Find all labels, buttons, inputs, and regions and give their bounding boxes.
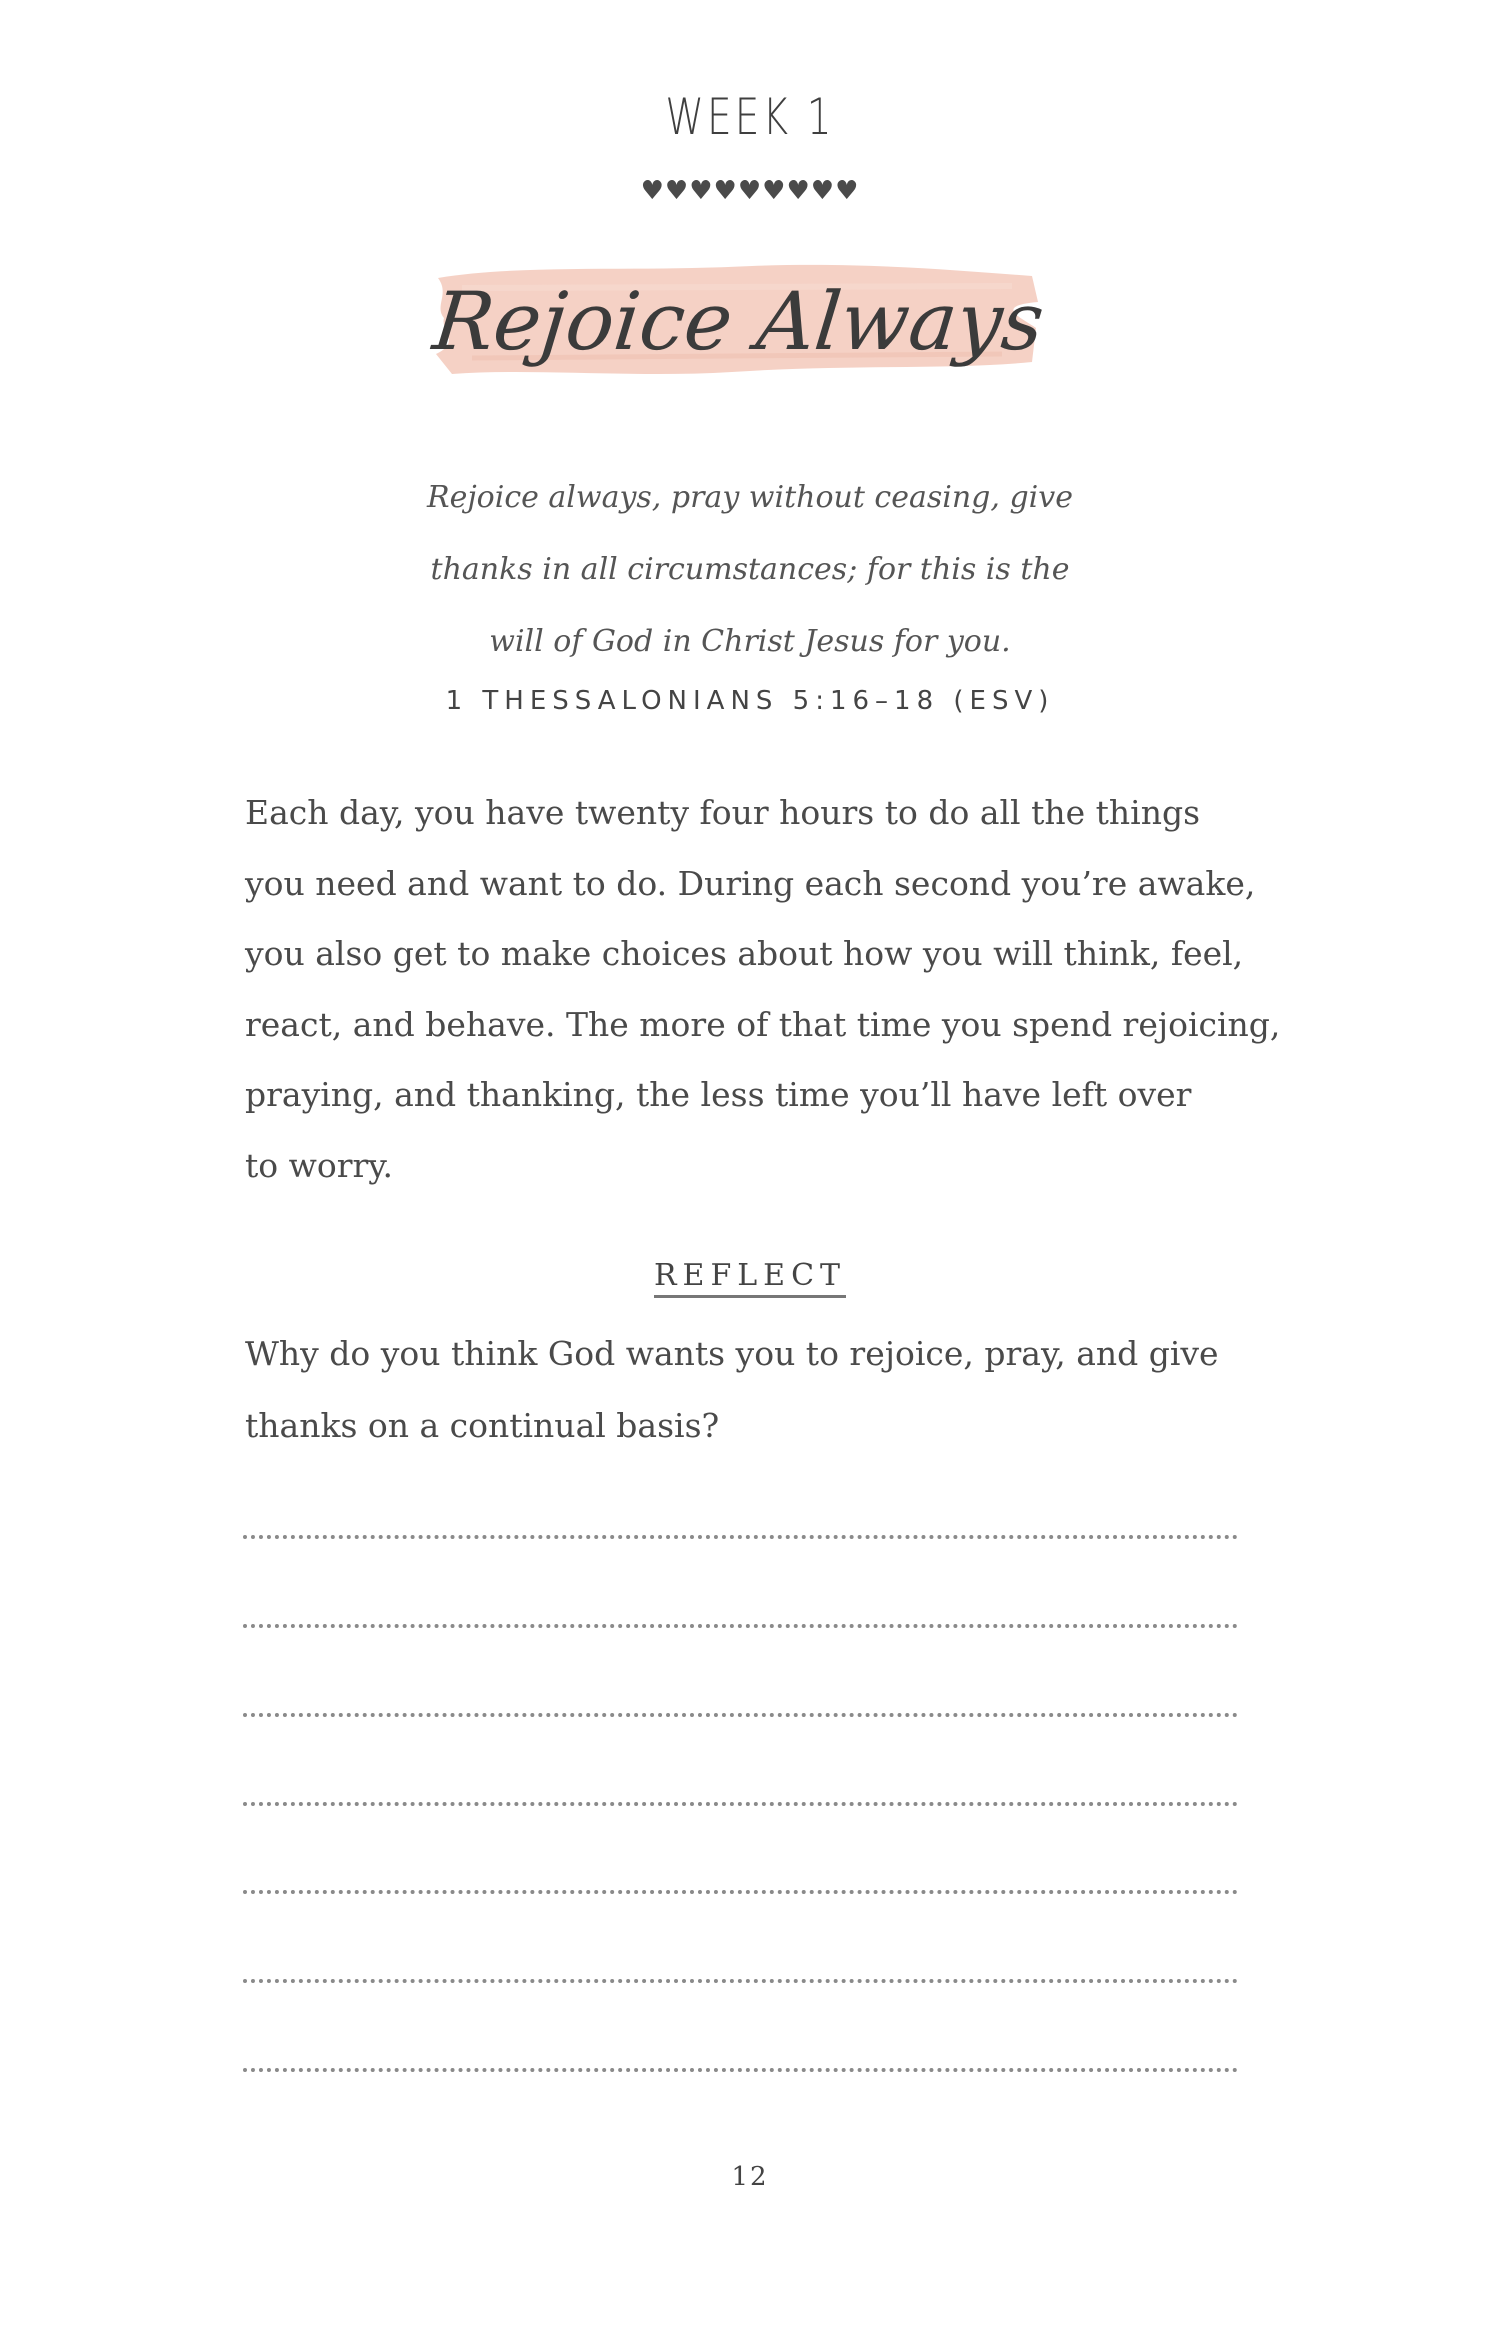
verse-line: Rejoice always, pray without ceasing, give [427,480,1073,515]
writing-line[interactable] [243,1802,1238,1806]
writing-line[interactable] [243,1979,1238,1983]
reflect-heading [0,1258,1500,1298]
body-line: praying, and thanking, the less time you’ll have left over [245,1075,1192,1114]
writing-line[interactable] [243,1535,1238,1539]
scripture-verse [400,462,1100,678]
writing-line[interactable] [243,1890,1238,1894]
heart-divider: ♥♥♥♥♥♥♥♥♥ [640,176,860,206]
body-line: Each day, you have twenty four hours to do all the things [245,793,1201,832]
verse-line: thanks in all circumstances; for this is the [430,552,1070,587]
writing-line[interactable] [243,1713,1238,1717]
writing-line[interactable] [243,1624,1238,1628]
body-line: you also get to make choices about how you will think, feel, [245,934,1244,973]
writing-line[interactable] [243,2068,1238,2072]
scripture-reference: 1 THESSALONIANS 5:16–18 (ESV) [445,686,1055,716]
body-paragraph [245,778,1281,1201]
verse-line: will of God in Christ Jesus for you. [489,624,1011,659]
body-line: to worry. [245,1145,394,1185]
page-title: Rejoice Always [428,275,1049,368]
body-line: you need and want to do. During each second you’re awake, [245,863,1256,903]
week-label: WEEK 1 [665,88,835,146]
page-number: 12 [731,2162,769,2192]
reflect-question [245,1318,1245,1462]
question-line: Why do you think God wants you to rejoice, pray, and give [245,1334,1219,1373]
body-line: react, and behave. The more of that time you spend rejoicing, [245,1004,1281,1044]
reflect-heading-text: REFLECT [654,1258,846,1298]
question-line: thanks on a continual basis? [245,1406,720,1445]
